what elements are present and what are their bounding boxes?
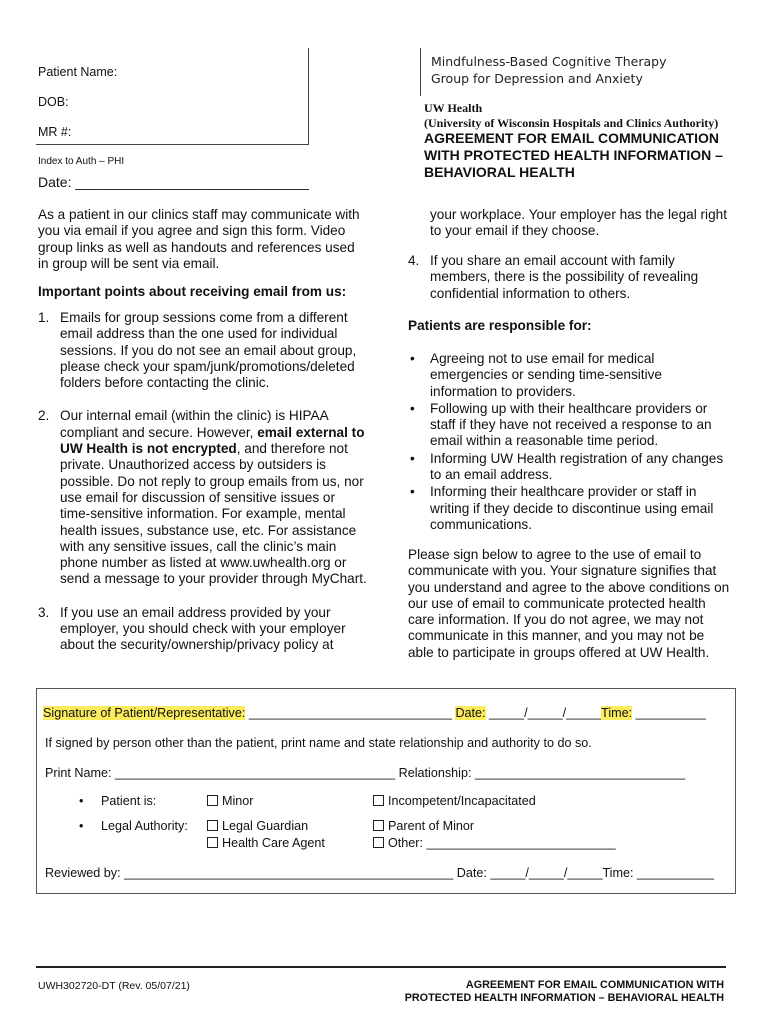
footer-title-line-1: AGREEMENT FOR EMAIL COMMUNICATION WITH [465, 979, 724, 991]
form-code: UWH302720-DT (Rev. 05/07/21) [38, 980, 190, 992]
responsible-heading: Patients are responsible for: [408, 318, 592, 333]
signature-time-label: Time: [601, 706, 633, 720]
bullet-icon: • [410, 351, 415, 366]
footer-title-line-2: PROTECTED HEALTH INFORMATION – BEHAVIORAL HEALTH [404, 992, 724, 1004]
signature-time-field[interactable]: __________ [632, 706, 706, 720]
footer-title [405, 979, 724, 1005]
health-care-agent-checkbox[interactable] [207, 837, 218, 848]
title-line-1: AGREEMENT FOR EMAIL COMMUNICATION [424, 130, 720, 146]
signature-row [43, 706, 706, 721]
patient-block-bottom-border [36, 144, 309, 145]
responsibility-text: Informing UW Health registration of any changes to an email address. [430, 450, 724, 483]
patient-name-label: Patient Name: [38, 65, 118, 79]
dob-label: DOB: [38, 95, 69, 109]
important-heading: Important points about receiving email from us: [38, 284, 347, 299]
point-4 [408, 253, 730, 302]
incompetent-option[interactable] [373, 794, 536, 809]
other-label: Other: ___________________________ [388, 836, 616, 850]
org-header [424, 101, 718, 131]
responsibility-item [408, 401, 730, 450]
point-2-text-b: , and therefore not private. Unauthorized access by outsiders is possible. Do not reply to group emails from us, nor use email for discussion of sensitive issues or time-sensitive information. For example, mental health issues, substance use, etc. For assistance with any sensitive issues, call the clinic’s main phone number as listed at www.uwhealth.org or send a message to your provider through MyChart. [60, 441, 367, 587]
parent-of-minor-label: Parent of Minor [388, 819, 475, 833]
signature-date-label: Date: [455, 706, 486, 720]
date-line: Date: ______________________________ [38, 174, 309, 190]
signature-date-field[interactable]: _____/_____/_____ [485, 706, 602, 720]
bullet-icon: • [79, 819, 84, 833]
bullet-icon: • [410, 484, 415, 500]
document-title [424, 130, 723, 181]
point-1-text: Emails for group sessions come from a different email address than the one used for individual sessions. If you do not see an email about group, please check your spam/junk/promotions/deleted folders before contacting the clinic. [60, 310, 357, 391]
legal-guardian-option[interactable] [207, 819, 308, 834]
minor-checkbox[interactable] [207, 795, 218, 806]
signature-form [36, 688, 736, 894]
point-4-text: If you share an email account with family members, there is the possibility of revealing confidential information to others. [430, 253, 699, 301]
legal-guardian-checkbox[interactable] [207, 820, 218, 831]
incompetent-label: Incompetent/Incapacitated [388, 794, 536, 808]
important-points-list [38, 310, 368, 671]
responsibility-item [408, 451, 730, 484]
patient-block-right-border [308, 48, 309, 144]
patient-is-label: Patient is: [101, 794, 157, 808]
point-1 [38, 310, 368, 391]
responsibility-text: Informing their healthcare provider or staff in writing if they decide to discontinue using email communications. [430, 484, 714, 532]
program-name [431, 53, 666, 87]
parent-of-minor-option[interactable] [373, 819, 474, 834]
org-subtitle: (University of Wisconsin Hospitals and Clinics Authority) [424, 116, 719, 130]
print-name-row[interactable]: Print Name: ________________________________________ Relationship: ______________________________ [45, 766, 686, 780]
responsibility-text: Following up with their healthcare providers or staff if they have not received a response to an email within a reasonable time period. [430, 400, 712, 449]
signature-label: Signature of Patient/Representative: [43, 706, 246, 720]
health-care-agent-option[interactable] [207, 836, 325, 851]
other-checkbox[interactable] [373, 837, 384, 848]
point-2-text-a: Our internal email (within the clinic) is HIPAA compliant and secure. However, [60, 408, 328, 440]
intro-paragraph: As a patient in our clinics staff may communicate with you via email if you agree and sign this form. Video group links as well as handouts and references used in group will be sent via email. [38, 207, 360, 271]
point-2-bold: email external to UW Health is not encrypted [60, 424, 365, 457]
minor-label: Minor [222, 794, 254, 808]
minor-option[interactable] [207, 794, 254, 809]
parent-of-minor-checkbox[interactable] [373, 820, 384, 831]
reviewed-by-row[interactable]: Reviewed by: _______________________________________________ Date: _____/_____/_____Time: ___________ [45, 866, 715, 880]
point-3-continued: your workplace. Your employer has the legal right to your email if they choose. [430, 207, 727, 239]
sign-paragraph: Please sign below to agree to the use of email to communicate with you. Your signature signifies that you understand and agree to the above conditions on our use of email to communicate protected health care information. If you do not agree, we may not communicate in this manner, and you may not be able to participate in groups offered at UW Health. [408, 547, 730, 660]
legal-authority-label: Legal Authority: [101, 819, 188, 833]
title-line-3: BEHAVIORAL HEALTH [424, 164, 575, 180]
index-to-auth: Index to Auth – PHI [38, 156, 125, 167]
point-3-text: If you use an email address provided by your employer, you should check with your employer about the security/ownership/privacy policy at [60, 604, 346, 653]
mr-label: MR #: [38, 125, 72, 139]
signer-note: If signed by person other than the patient, print name and state relationship and authority to do so. [45, 736, 592, 750]
program-left-border [420, 48, 421, 96]
health-care-agent-label: Health Care Agent [222, 836, 325, 850]
incompetent-checkbox[interactable] [373, 795, 384, 806]
responsibility-item [408, 484, 730, 533]
responsibility-item [408, 351, 730, 400]
bullet-icon: • [410, 450, 415, 466]
legal-guardian-label: Legal Guardian [222, 819, 309, 833]
point-2-number: 2. [38, 408, 50, 424]
program-line-2: Group for Depression and Anxiety [431, 71, 643, 86]
point-3 [38, 605, 368, 654]
bullet-icon: • [410, 400, 415, 416]
point-4-number: 4. [408, 253, 420, 268]
point-3-number: 3. [38, 604, 50, 620]
bullet-icon: • [79, 794, 84, 808]
point-2 [38, 408, 368, 587]
org-name: UW Health [424, 101, 483, 115]
signature-field[interactable]: _____________________________ [245, 706, 456, 720]
title-line-2: WITH PROTECTED HEALTH INFORMATION – [424, 147, 723, 163]
responsibility-text: Agreeing not to use email for medical emergencies or sending time-sensitive information to providers. [430, 351, 662, 399]
footer-rule [36, 966, 726, 968]
other-option[interactable] [373, 836, 616, 851]
program-line-1: Mindfulness-Based Cognitive Therapy [431, 54, 667, 69]
point-1-number: 1. [38, 310, 50, 325]
responsibilities-list [408, 351, 730, 534]
